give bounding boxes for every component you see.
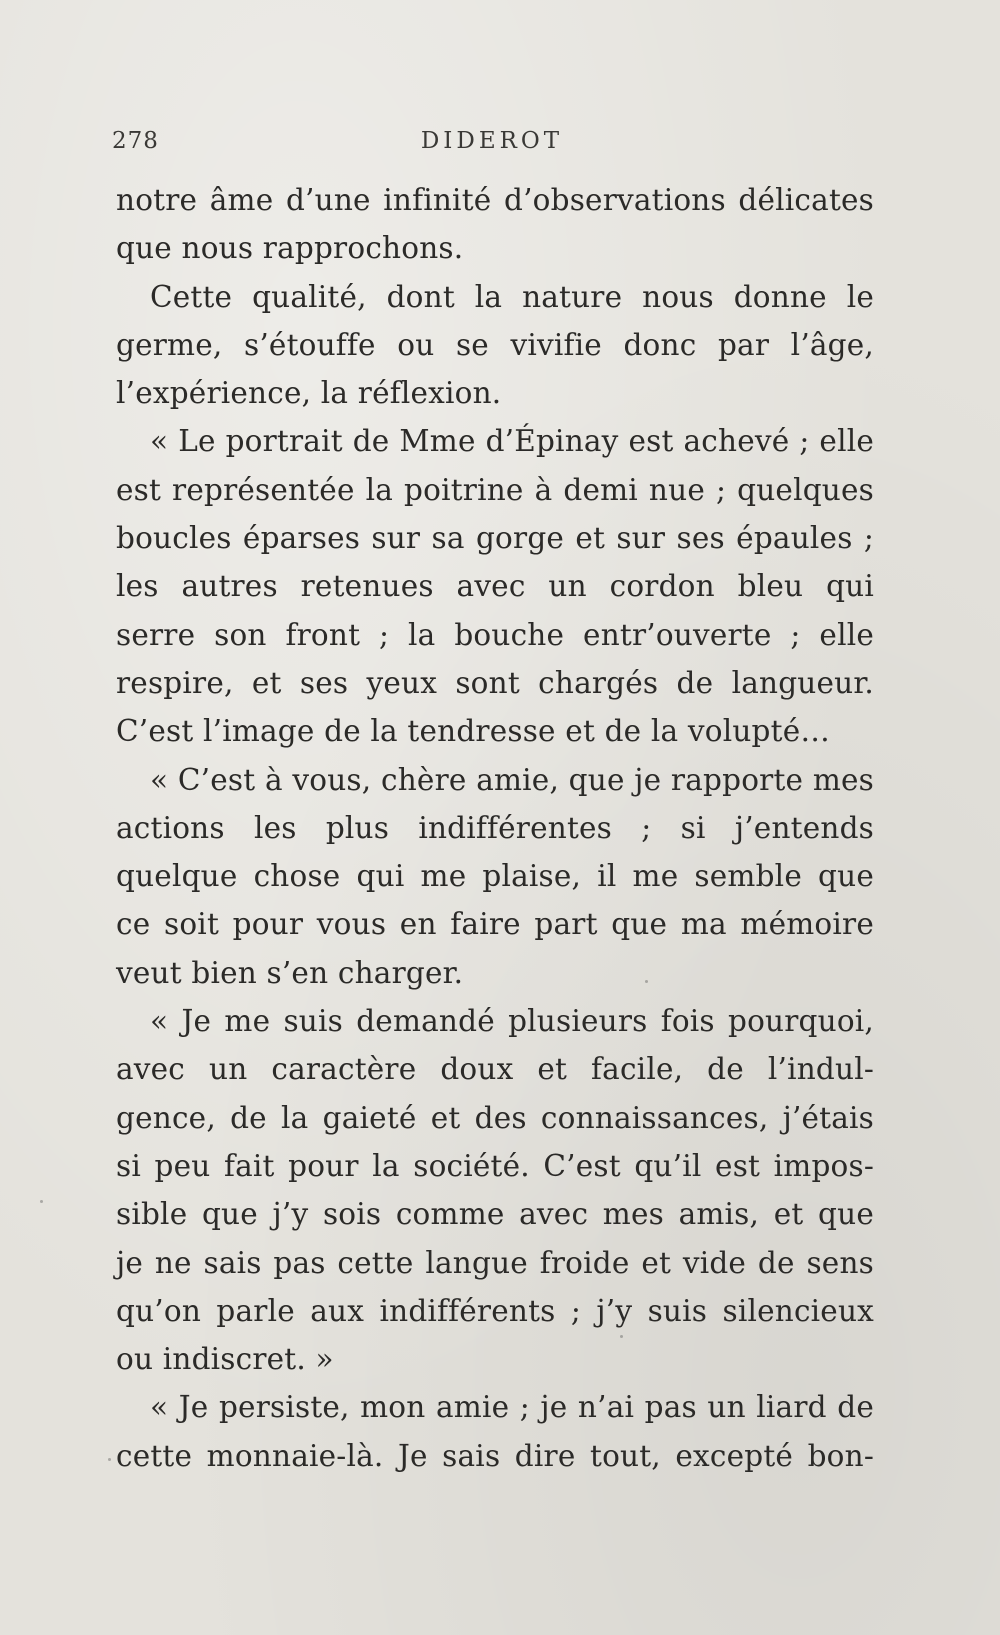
text-line: « Je me suis demandé plusieurs fois pourquoi, bbox=[150, 1004, 874, 1039]
running-head bbox=[112, 128, 872, 162]
text-line: les autres retenues avec un cordon bleu qui bbox=[116, 569, 874, 604]
text-line: sible que j’y sois comme avec mes amis, et que bbox=[116, 1197, 874, 1232]
text-line: serre son front ; la bouche entr’ouverte ; elle bbox=[116, 617, 874, 652]
text-line: que nous rapprochons. bbox=[116, 231, 464, 266]
text-line: cette monnaie-là. Je sais dire tout, excepté bon- bbox=[116, 1438, 874, 1473]
text-line: veut bien s’en charger. bbox=[116, 955, 464, 990]
running-title: DIDEROT bbox=[420, 128, 564, 154]
text-line: ou indiscret. » bbox=[116, 1342, 334, 1377]
text-line: ce soit pour vous en faire part que ma mémoire bbox=[116, 907, 874, 942]
text-line: actions les plus indifférentes ; si j’entends bbox=[116, 810, 874, 845]
text-line: Cette qualité, dont la nature nous donne le bbox=[150, 279, 874, 314]
text-line: respire, et ses yeux sont chargés de langueur. bbox=[116, 665, 874, 700]
text-line: « C’est à vous, chère amie, que je rapporte mes bbox=[150, 762, 874, 797]
text-line: notre âme d’une infinité d’observations délicates bbox=[116, 183, 874, 217]
text-line: quelque chose qui me plaise, il me semble que bbox=[116, 859, 874, 894]
text-line: l’expérience, la réflexion. bbox=[116, 376, 502, 411]
text-line: gence, de la gaieté et des connaissances, j’étais bbox=[116, 1100, 874, 1135]
text-line: est représentée la poitrine à demi nue ; quelques bbox=[116, 472, 874, 507]
body-text bbox=[116, 176, 874, 1480]
text-line: avec un caractère doux et facile, de l’indul- bbox=[116, 1052, 874, 1087]
text-line: si peu fait pour la société. C’est qu’il est impos- bbox=[116, 1148, 874, 1183]
paper-speck bbox=[40, 1200, 43, 1203]
text-line: « Le portrait de Mme d’Épinay est achevé ; elle bbox=[150, 424, 874, 459]
paper-speck bbox=[620, 1335, 623, 1338]
text-line: qu’on parle aux indifférents ; j’y suis silencieux bbox=[116, 1293, 874, 1328]
text-line: germe, s’étouffe ou se vivifie donc par l’âge, bbox=[116, 327, 874, 362]
paper-speck bbox=[108, 1458, 111, 1461]
text-line: je ne sais pas cette langue froide et vide de sens bbox=[116, 1245, 874, 1280]
paper-speck bbox=[645, 980, 648, 983]
page-number: 278 bbox=[112, 128, 159, 154]
text-line: C’est l’image de la tendresse et de la volupté… bbox=[116, 714, 831, 749]
text-line: « Je persiste, mon amie ; je n’ai pas un liard de bbox=[150, 1390, 874, 1425]
text-line: boucles éparses sur sa gorge et sur ses épaules ; bbox=[116, 521, 874, 556]
